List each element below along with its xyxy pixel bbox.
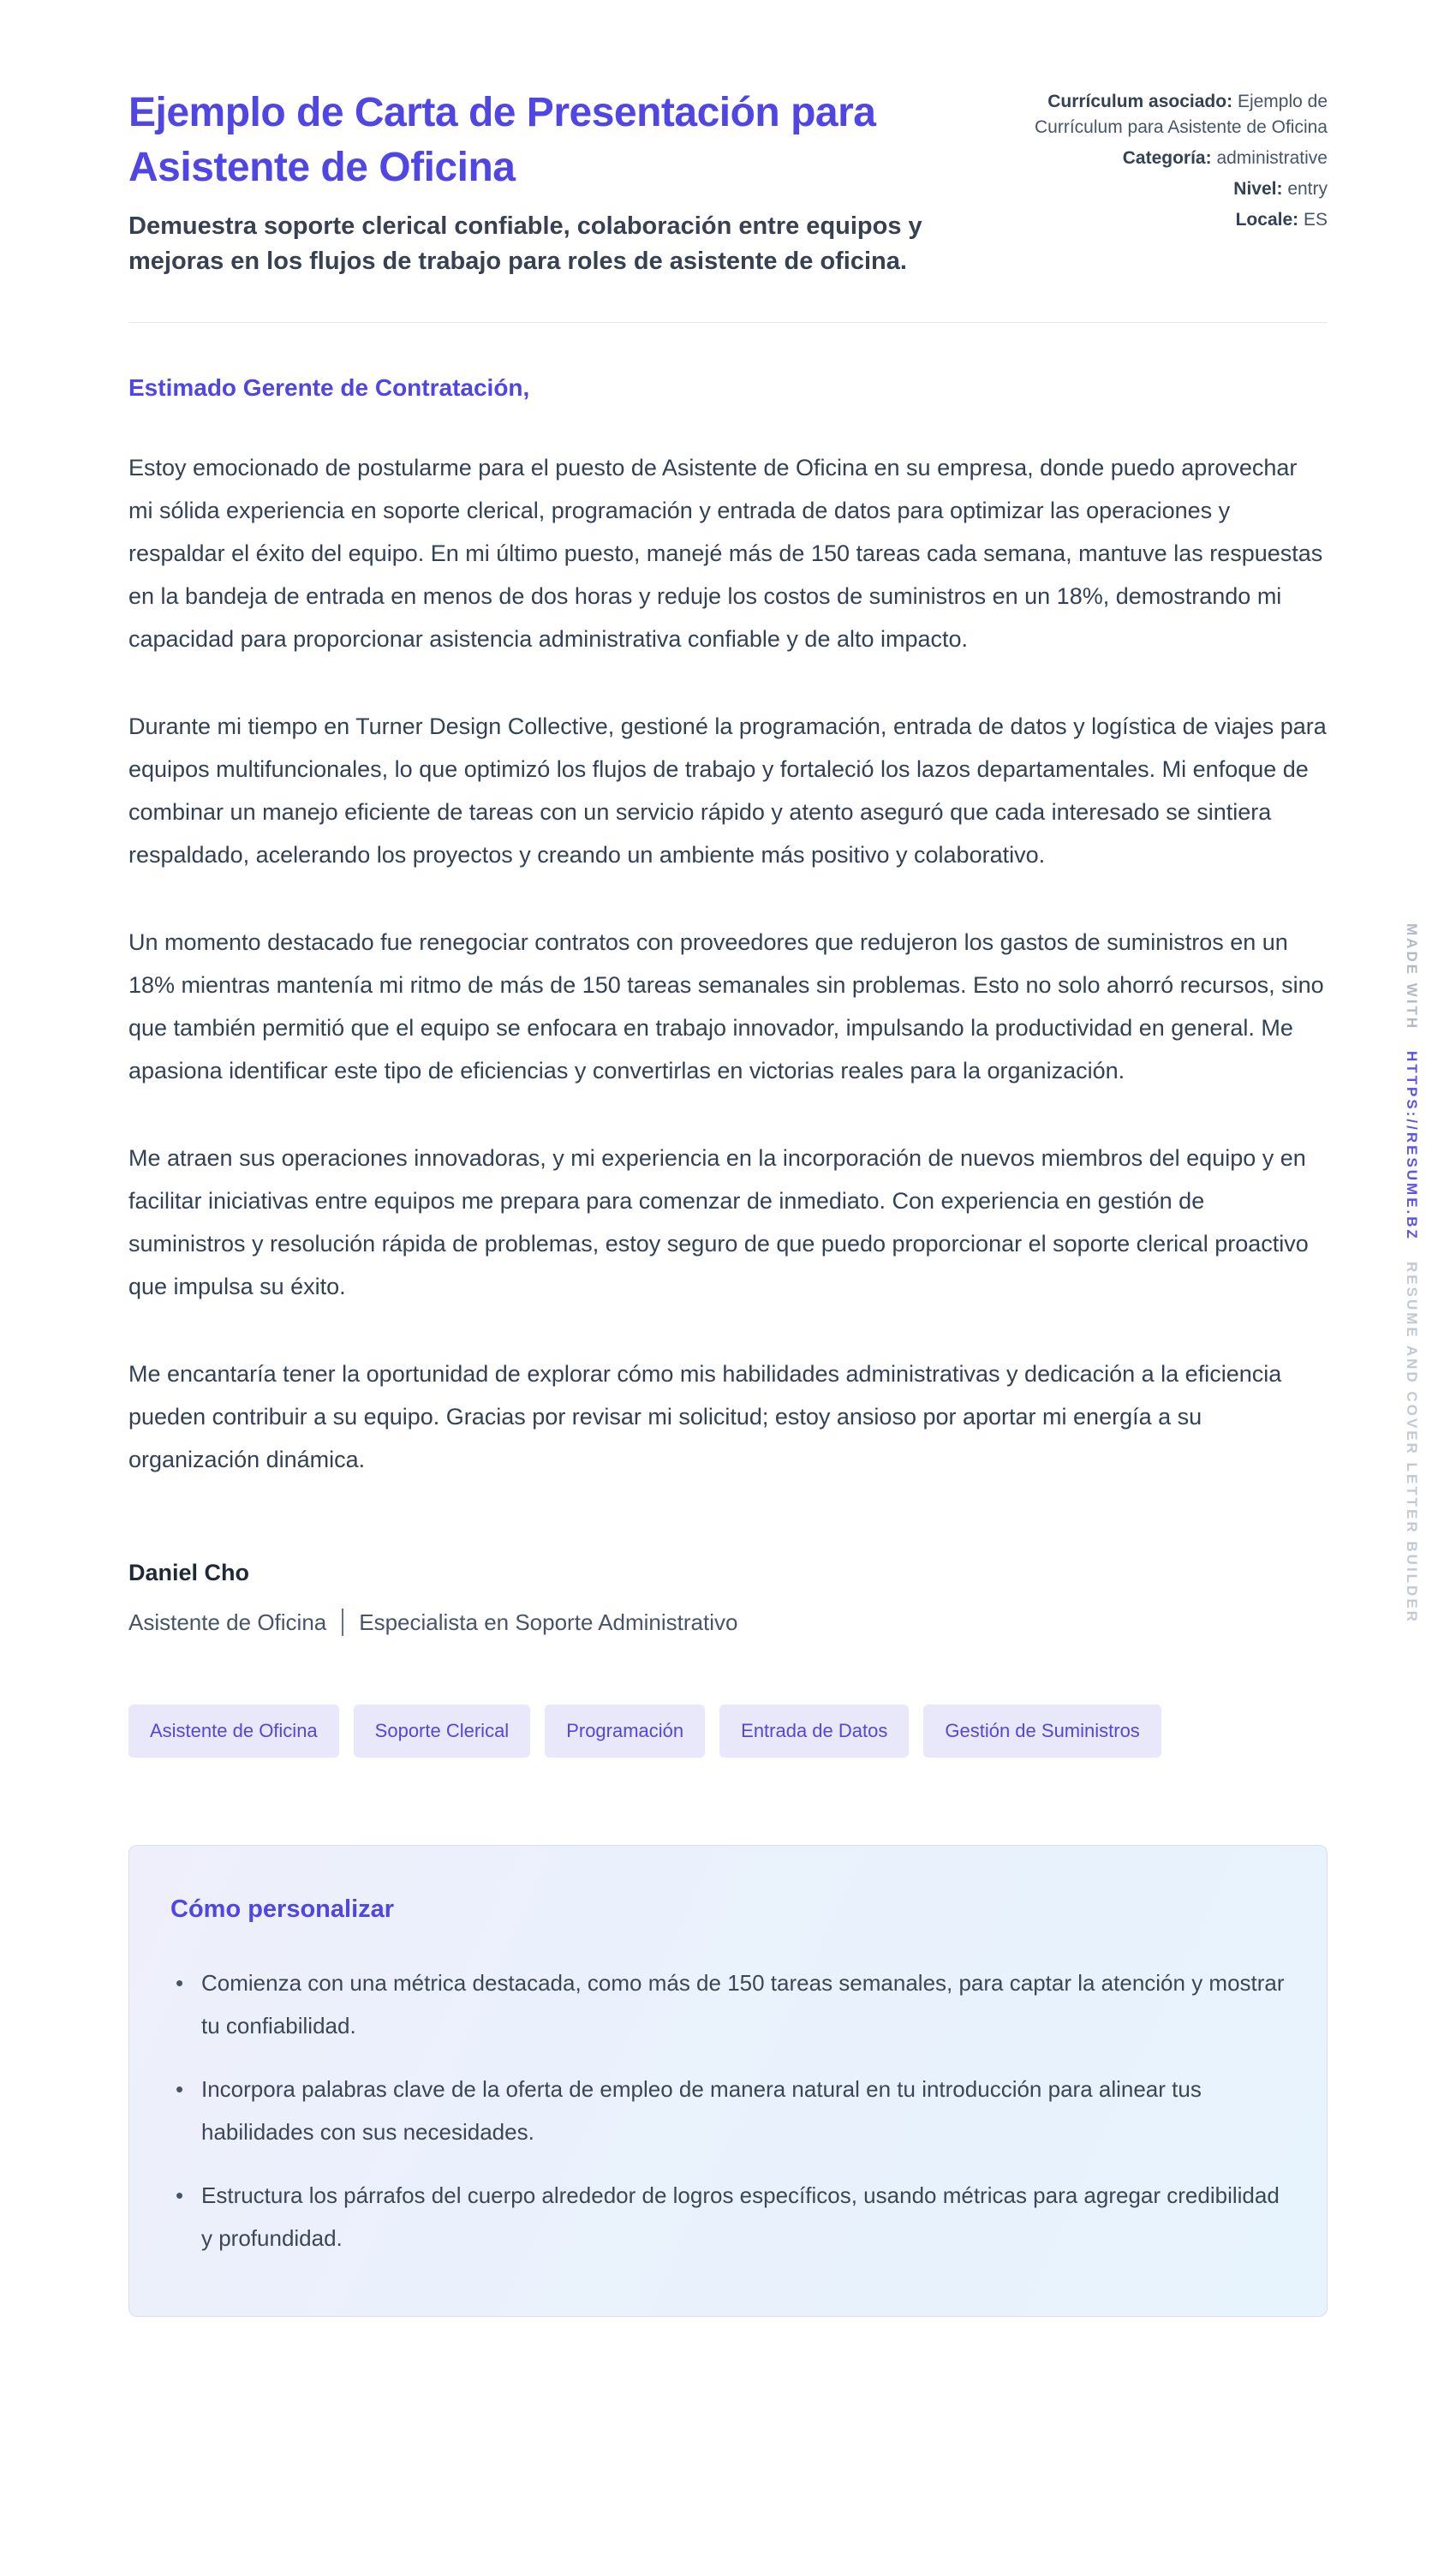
meta-value-curriculum: Ejemplo de Currículum para Asistente de Oficina [1035, 92, 1328, 137]
skill-tag-scheduling[interactable]: Programación [545, 1704, 705, 1758]
personalize-tip-3: • Estructura los párrafos del cuerpo alrededor de logros específicos, usando métricas para agregar credibilidad y profundidad. [170, 2174, 1286, 2260]
personalize-heading: Cómo personalizar [170, 1895, 395, 1923]
skill-tag-clerical-support[interactable]: Soporte Clerical [354, 1704, 531, 1758]
page-subtitle: Demuestra soporte clerical confiable, colaboración entre equipos y mejoras en los flujos de trabajo para roles de asistente de oficina. [128, 212, 922, 275]
signature-name: Daniel Cho [128, 1560, 250, 1585]
header-divider [128, 322, 1328, 323]
meta-label-locale: Locale: [1235, 210, 1299, 230]
personalize-tip-list [170, 1961, 1286, 2260]
made-with-watermark [1403, 923, 1420, 1624]
meta-label-curriculum: Currículum asociado: [1047, 92, 1233, 111]
personalize-tip-2: • Incorpora palabras clave de la oferta de empleo de manera natural en tu introducción para alinear tus habilidades con sus necesidades. [170, 2068, 1286, 2153]
meta-value-level: entry [1287, 179, 1328, 199]
personalize-tip-1: • Comienza con una métrica destacada, como más de 150 tareas semanales, para captar la atención y mostrar tu confiabilidad. [170, 1961, 1286, 2047]
role-separator [342, 1609, 343, 1636]
meta-panel [1012, 86, 1328, 279]
cover-letter-body [128, 374, 1328, 1636]
meta-label-level: Nivel: [1233, 179, 1283, 199]
meta-row-curriculum [1012, 89, 1328, 140]
meta-row-locale [1012, 207, 1328, 233]
watermark-prefix: MADE WITH [1404, 923, 1420, 1031]
letter-paragraph-5: Me encantaría tener la oportunidad de explorar cómo mis habilidades administrativas y dedicación a la eficiencia pueden contribuir a su equipo. Gracias por revisar mi solicitud; estoy ansioso por aportar mi energía a su organización dinámica. [128, 1361, 1282, 1472]
letter-paragraph-3: Un momento destacado fue renegociar contratos con proveedores que redujeron los gastos de suministros en un 18% mientras mantenía mi ritmo de más de 150 tareas semanales sin problemas. Esto no solo ahorró recursos, sino que también permitió que el equipo se enfocara en trabajo innovador, impulsando la productividad en general. Me apasiona identificar este tipo de eficiencias y convertirlas en victorias reales para la organización. [128, 929, 1324, 1084]
meta-value-category: administrative [1216, 148, 1328, 168]
header [128, 86, 1328, 279]
meta-label-category: Categoría: [1122, 148, 1212, 168]
skill-tag-list [128, 1704, 1328, 1758]
letter-paragraph-4: Me atraen sus operaciones innovadoras, y mi experiencia en la incorporación de nuevos miembros del equipo y en facilitar iniciativas entre equipos me prepara para comenzar de inmediato. Con experiencia en gestión de suministros y resolución rápida de problemas, estoy seguro de que puedo proporcionar el soporte clerical proactivo que impulsa su éxito. [128, 1145, 1309, 1299]
header-title-block [128, 86, 978, 279]
letter-greeting: Estimado Gerente de Contratación, [128, 374, 530, 401]
letter-paragraph-2: Durante mi tiempo en Turner Design Collective, gestioné la programación, entrada de datos y logística de viajes para equipos multifuncionales, lo que optimizó los flujos de trabajo y fortaleció los lazos departamentales. Mi enfoque de combinar un manejo eficiente de tareas con un servicio rápido y atento aseguró que cada interesado se sintiera respaldado, acelerando los proyectos y creando un ambiente más positivo y colaborativo. [128, 713, 1327, 868]
watermark-resume-bz-link[interactable]: HTTPS://RESUME.BZ [1404, 1050, 1420, 1241]
letter-paragraph-1: Estoy emocionado de postularme para el puesto de Asistente de Oficina en su empresa, donde puedo aprovechar mi sólida experiencia en soporte clerical, programación y entrada de datos para optimizar las operaciones y respaldar el éxito del equipo. En mi último puesto, manejé más de 150 tareas cada semana, mantuve las respuestas en la bandeja de entrada en menos de dos horas y reduje los costos de suministros en un 18%, demostrando mi capacidad para proporcionar asistencia administrativa confiable y de alto impacto. [128, 455, 1323, 652]
personalize-box [128, 1845, 1328, 2317]
page-title: Ejemplo de Carta de Presentación para Asistente de Oficina [128, 90, 876, 190]
meta-row-category [1012, 146, 1328, 171]
watermark-suffix: RESUME AND COVER LETTER BUILDER [1404, 1261, 1420, 1624]
signature-role-primary: Asistente de Oficina [128, 1609, 327, 1635]
skill-tag-office-assistant[interactable]: Asistente de Oficina [128, 1704, 339, 1758]
meta-row-level [1012, 176, 1328, 202]
page-content [128, 0, 1328, 2317]
skill-tag-supply-management[interactable]: Gestión de Suministros [923, 1704, 1161, 1758]
meta-value-locale: ES [1303, 210, 1328, 230]
signature-role [128, 1609, 1328, 1636]
skill-tag-data-entry[interactable]: Entrada de Datos [719, 1704, 909, 1758]
signature-role-secondary: Especialista en Soporte Administrativo [359, 1609, 738, 1635]
